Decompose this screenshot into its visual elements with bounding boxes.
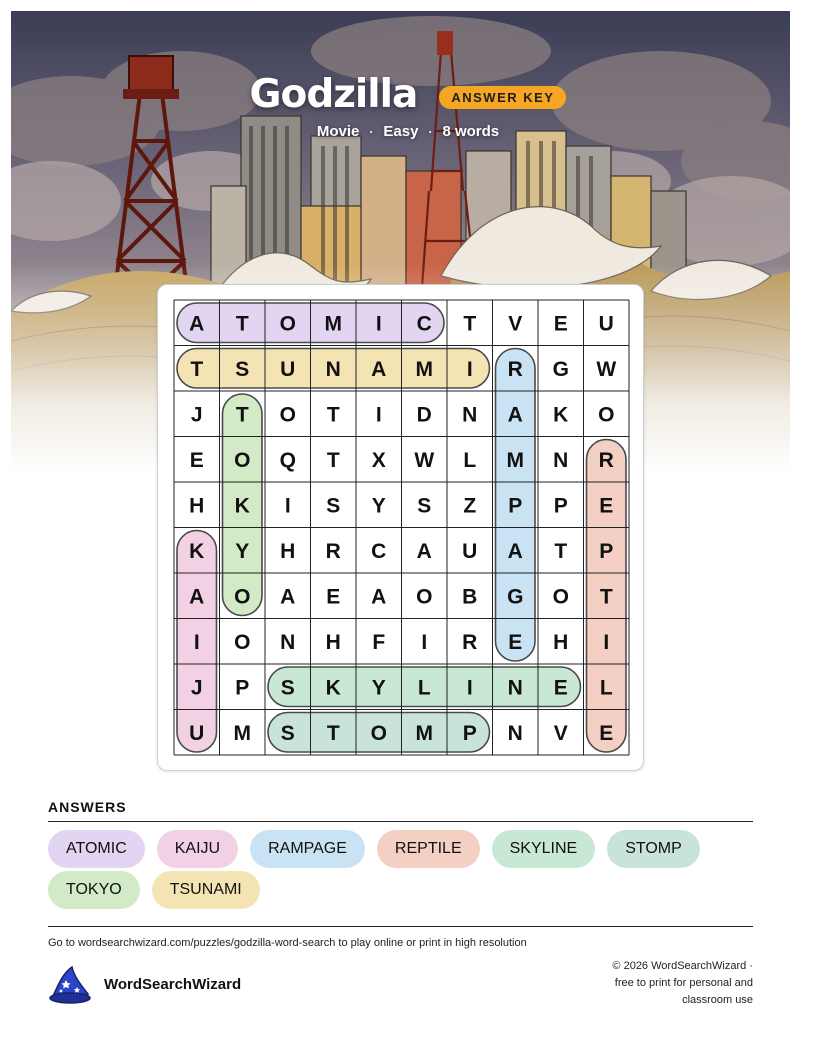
grid-letter: E: [508, 630, 523, 654]
grid-letter: R: [462, 630, 478, 654]
grid-letter: R: [507, 357, 523, 381]
grid-letter: M: [233, 721, 251, 745]
grid-letter: E: [553, 676, 568, 700]
grid-letter: Z: [463, 494, 477, 518]
grid-letter: F: [372, 630, 386, 654]
grid-letter: J: [190, 676, 203, 700]
grid-letter: X: [371, 448, 386, 472]
grid-letter: N: [462, 403, 478, 427]
answer-chip-rampage: RAMPAGE: [250, 830, 365, 868]
grid-letter: C: [416, 312, 432, 336]
grid-letter: O: [552, 585, 569, 609]
grid-letter: I: [603, 630, 610, 654]
grid-letter: N: [507, 721, 523, 745]
meta-word-count: 8 words: [442, 123, 500, 140]
grid-letter: A: [189, 312, 205, 336]
answer-key-badge: ANSWER KEY: [439, 86, 566, 109]
grid-letter: T: [554, 539, 568, 563]
grid-letter: N: [553, 448, 569, 472]
grid-letter: A: [507, 539, 523, 563]
grid-letter: V: [508, 312, 523, 336]
grid-letter: I: [284, 494, 291, 518]
grid-letter: T: [235, 312, 249, 336]
grid-letter: L: [417, 676, 431, 700]
grid-letter: K: [553, 403, 569, 427]
grid-letter: M: [506, 448, 524, 472]
grid-letter: H: [189, 494, 205, 518]
copyright-line: © 2026 WordSearchWizard ·: [612, 960, 753, 972]
grid-letter: I: [375, 312, 382, 336]
grid-letter: L: [599, 676, 613, 700]
grid-letter: A: [189, 585, 205, 609]
grid-letter: H: [325, 630, 341, 654]
grid-letter: T: [235, 403, 249, 427]
grid-letter: I: [375, 403, 382, 427]
grid-letter: S: [326, 494, 341, 518]
grid-letter: H: [280, 539, 296, 563]
grid-letter: S: [417, 494, 432, 518]
divider: [48, 926, 753, 927]
grid-letter: S: [280, 721, 295, 745]
answers-heading: ANSWERS: [48, 799, 127, 815]
grid-letter: P: [235, 676, 250, 700]
grid-letter: C: [371, 539, 387, 563]
grid-letter: J: [190, 403, 203, 427]
grid-letter: P: [553, 494, 568, 518]
answer-chip-skyline: SKYLINE: [492, 830, 596, 868]
brand[interactable]: [48, 964, 241, 1004]
grid-letter: T: [599, 585, 613, 609]
grid-letter: T: [463, 312, 477, 336]
grid-letter: L: [463, 448, 477, 472]
copyright-line: classroom use: [682, 994, 753, 1006]
grid-letter: E: [599, 721, 614, 745]
grid-letter: U: [462, 539, 478, 563]
grid-letter: R: [598, 448, 614, 472]
grid-letter: O: [370, 721, 387, 745]
answer-chip-tsunami: TSUNAMI: [152, 871, 260, 909]
grid-letter: O: [598, 403, 615, 427]
copyright-text: [553, 958, 753, 1009]
grid-letter: I: [466, 676, 473, 700]
answer-chip-kaiju: KAIJU: [157, 830, 238, 868]
meta-category: Movie: [316, 123, 360, 140]
grid-letter: A: [371, 585, 387, 609]
grid-letter: T: [190, 357, 204, 381]
grid-letter: B: [462, 585, 478, 609]
grid-letter: O: [234, 630, 251, 654]
title-row: [0, 72, 816, 117]
footer-url-text: Go to wordsearchwizard.com/puzzles/godzilla-word-search to play online or print in high resolution: [48, 937, 527, 949]
grid-letter: H: [553, 630, 569, 654]
grid-letter: S: [280, 676, 295, 700]
answer-chip-reptile: REPTILE: [377, 830, 480, 868]
grid-letter: O: [279, 312, 296, 336]
grid-letter: U: [189, 721, 205, 745]
grid-letter: P: [508, 494, 523, 518]
grid-letter: O: [234, 585, 251, 609]
grid-letter: U: [280, 357, 296, 381]
grid-letter: Q: [279, 448, 296, 472]
grid-letter: E: [599, 494, 614, 518]
grid-letter: P: [599, 539, 614, 563]
grid-letter: G: [507, 585, 524, 609]
meta-separator: ·: [369, 124, 374, 139]
grid-letter: K: [189, 539, 205, 563]
grid-letter: R: [325, 539, 341, 563]
brand-name: WordSearchWizard: [104, 975, 242, 993]
answer-chip-stomp: STOMP: [607, 830, 700, 868]
grid-letter: N: [280, 630, 296, 654]
grid-letter: T: [326, 403, 340, 427]
grid-letter: A: [416, 539, 432, 563]
divider: [48, 821, 753, 822]
grid-letter: W: [414, 448, 435, 472]
grid-letter: Y: [371, 494, 386, 518]
grid-letter: P: [462, 721, 477, 745]
puzzle-card: [157, 284, 644, 771]
puzzle-meta: [0, 123, 816, 140]
grid-letter: I: [193, 630, 200, 654]
grid-letter: I: [466, 357, 473, 381]
grid-letter: E: [553, 312, 568, 336]
word-search-grid: [158, 285, 645, 772]
grid-letter: M: [415, 721, 433, 745]
grid-letter: G: [552, 357, 569, 381]
answers-list: [48, 830, 758, 910]
grid-letter: S: [235, 357, 250, 381]
grid-letter: A: [280, 585, 296, 609]
grid-letter: U: [598, 312, 614, 336]
meta-difficulty: Easy: [383, 123, 419, 140]
grid-letter: M: [324, 312, 342, 336]
grid-letter: O: [416, 585, 433, 609]
grid-letter: E: [189, 448, 204, 472]
grid-letter: T: [326, 721, 340, 745]
grid-letter: T: [326, 448, 340, 472]
grid-letter: A: [507, 403, 523, 427]
grid-letter: W: [596, 357, 617, 381]
grid-letter: O: [234, 448, 251, 472]
grid-letter: A: [371, 357, 387, 381]
grid-letter: O: [279, 403, 296, 427]
grid-letter: N: [507, 676, 523, 700]
grid-letter: K: [234, 494, 250, 518]
grid-letter: E: [326, 585, 341, 609]
grid-letter: Y: [371, 676, 386, 700]
grid-letter: M: [415, 357, 433, 381]
answer-chip-atomic: ATOMIC: [48, 830, 145, 868]
copyright-line: free to print for personal and: [614, 977, 753, 989]
grid-letter: K: [325, 676, 341, 700]
answer-chip-tokyo: TOKYO: [48, 871, 140, 909]
grid-letter: Y: [235, 539, 250, 563]
grid-letter: N: [325, 357, 341, 381]
meta-separator: ·: [428, 124, 433, 139]
puzzle-title: Godzilla: [249, 72, 418, 117]
wizard-hat-icon: [48, 964, 92, 1004]
grid-letter: V: [553, 721, 568, 745]
grid-letter: D: [416, 403, 432, 427]
grid-letter: I: [421, 630, 428, 654]
